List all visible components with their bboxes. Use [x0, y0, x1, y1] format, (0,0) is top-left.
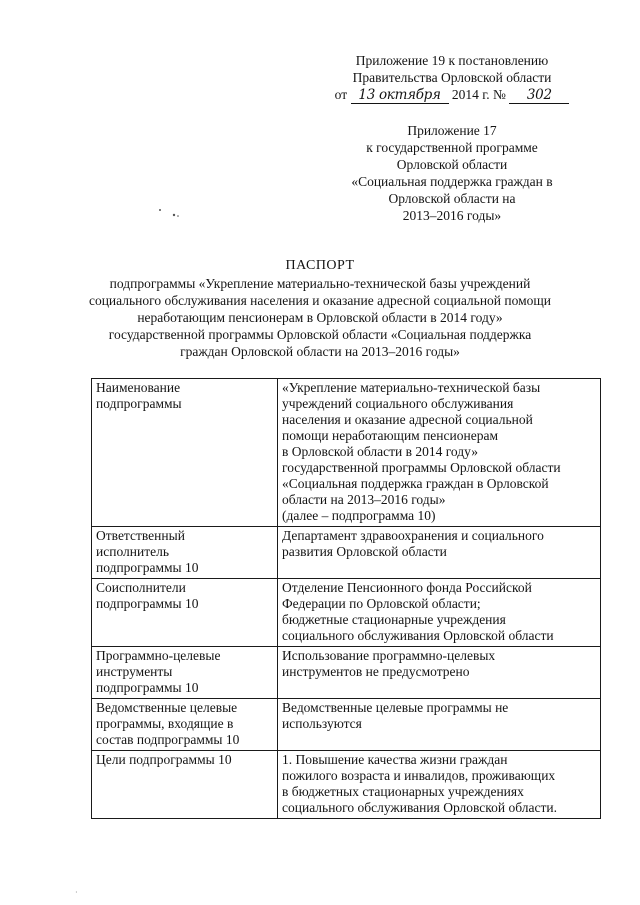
- row-value-cell: [278, 699, 601, 751]
- cell-line: бюджетные стационарные учреждения: [282, 612, 506, 627]
- date-number-line: [318, 86, 586, 104]
- cell-line: социального обслуживания Орловской области: [282, 628, 554, 643]
- subtitle-line: государственной программы Орловской области «Социальная поддержка: [108, 327, 532, 342]
- table-row: [92, 647, 601, 699]
- cell-line: социального обслуживания Орловской области.: [282, 800, 558, 815]
- cell-line: Ответственный: [96, 528, 185, 543]
- row-value-cell: [278, 379, 601, 527]
- table-row: [92, 751, 601, 819]
- cell-line: Использование программно-целевых: [282, 648, 496, 663]
- cell-line: развития Орловской области: [282, 544, 447, 559]
- date-prefix: от: [334, 87, 348, 102]
- row-label-cell: [92, 527, 278, 579]
- cell-line: Цели подпрограммы 10: [96, 752, 232, 767]
- handwritten-date: 13 октября: [351, 88, 449, 104]
- appendix-19-line1: Приложение 19 к постановлению: [355, 53, 549, 68]
- cell-line: Ведомственные целевые: [96, 700, 238, 715]
- subtitle-line: граждан Орловской области на 2013–2016 годы»: [180, 344, 460, 359]
- row-value-cell: [278, 647, 601, 699]
- cell-line: пожилого возраста и инвалидов, проживающих: [282, 768, 556, 783]
- appendix-17-line2: к государственной программе: [366, 140, 538, 155]
- cell-line: населения и оказание адресной социальной: [282, 412, 533, 427]
- table-row: [92, 527, 601, 579]
- table-row: [92, 579, 601, 647]
- scan-dot: ·: [75, 888, 78, 897]
- date-year: 2014 г. №: [451, 87, 506, 102]
- handwritten-number: 302: [509, 88, 569, 104]
- cell-line: Ведомственные целевые программы не: [282, 700, 509, 715]
- passport-title: ПАСПОРТ: [285, 258, 355, 273]
- row-label-cell: [92, 647, 278, 699]
- subtitle-line: подпрограммы «Укрепление материально-технической базы учреждений: [109, 276, 531, 291]
- cell-line: Отделение Пенсионного фонда Российской: [282, 580, 532, 595]
- cell-line: учреждений социального обслуживания: [282, 396, 514, 411]
- cell-line: используются: [282, 716, 362, 731]
- cell-line: области на 2013–2016 годы»: [282, 492, 446, 507]
- cell-line: подпрограммы: [96, 396, 182, 411]
- passport-subtitle: [70, 275, 570, 360]
- appendix-17-line6: 2013–2016 годы»: [402, 208, 502, 223]
- row-label-cell: [92, 699, 278, 751]
- row-label-cell: [92, 751, 278, 819]
- row-value-cell: [278, 579, 601, 647]
- cell-line: подпрограммы 10: [96, 596, 199, 611]
- cell-line: Соисполнители: [96, 580, 186, 595]
- row-value-cell: [278, 751, 601, 819]
- subtitle-line: социального обслуживания населения и оказание адресной социальной помощи: [88, 293, 552, 308]
- scan-speck-marks: [152, 205, 192, 219]
- appendix-17-line4: «Социальная поддержка граждан в: [351, 174, 553, 189]
- cell-line: помощи неработающим пенсионерам: [282, 428, 498, 443]
- passport-table-body: [92, 379, 601, 819]
- row-label-cell: [92, 379, 278, 527]
- cell-line: программы, входящие в: [96, 716, 234, 731]
- cell-line: подпрограммы 10: [96, 560, 199, 575]
- cell-line: Наименование: [96, 380, 181, 395]
- cell-line: в Орловской области в 2014 году»: [282, 444, 478, 459]
- appendix-17-line5: Орловской области на: [388, 191, 516, 206]
- cell-line: государственной программы Орловской области: [282, 460, 561, 475]
- cell-line: в бюджетных стационарных учреждениях: [282, 784, 524, 799]
- cell-line: состав подпрограммы 10: [96, 732, 240, 747]
- appendix-17-line3: Орловской области: [396, 157, 508, 172]
- appendix-17-header: [318, 122, 586, 224]
- cell-line: инструменты: [96, 664, 173, 679]
- cell-line: «Укрепление материально-технической базы: [282, 380, 541, 395]
- passport-table: [91, 378, 601, 819]
- appendix-19-header: [318, 52, 586, 104]
- cell-line: «Социальная поддержка граждан в Орловской: [282, 476, 549, 491]
- appendix-19-line2: Правительства Орловской области: [352, 70, 552, 85]
- cell-line: Департамент здравоохранения и социального: [282, 528, 544, 543]
- cell-line: Программно-целевые: [96, 648, 221, 663]
- cell-line: (далее – подпрограмма 10): [282, 508, 436, 523]
- row-label-cell: [92, 579, 278, 647]
- cell-line: подпрограммы 10: [96, 680, 199, 695]
- cell-line: 1. Повышение качества жизни граждан: [282, 752, 508, 767]
- scan-specks: [152, 205, 192, 221]
- table-row: [92, 379, 601, 527]
- cell-line: инструментов не предусмотрено: [282, 664, 470, 679]
- row-value-cell: [278, 527, 601, 579]
- subtitle-line: неработающим пенсионерам в Орловской области в 2014 году»: [137, 310, 503, 325]
- cell-line: Федерации по Орловской области;: [282, 596, 481, 611]
- table-row: [92, 699, 601, 751]
- cell-line: исполнитель: [96, 544, 169, 559]
- appendix-17-line1: Приложение 17: [407, 123, 497, 138]
